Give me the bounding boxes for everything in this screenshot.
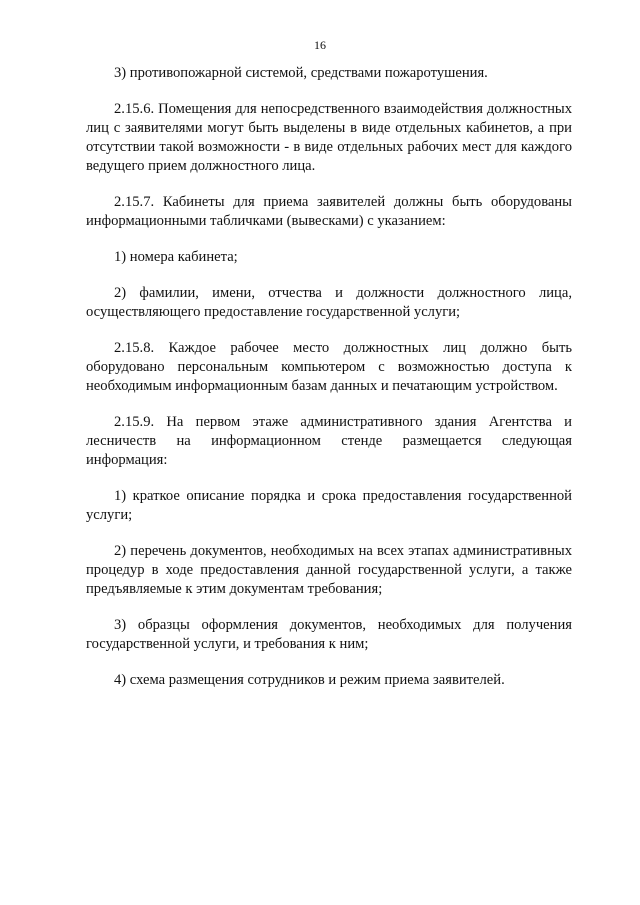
paragraph-document-samples: 3) образцы оформления документов, необходимых для получения государственной услуги, и требования к ним; (86, 617, 572, 652)
paragraph-documents-list: 2) перечень документов, необходимых на всех этапах административных процедур в ходе предоставления данной государственной услуги, а также предъявляемые к этим документам требования; (86, 543, 572, 597)
paragraph-room-number: 1) номера кабинета; (114, 249, 238, 265)
paragraph-2-15-7: 2.15.7. Кабинеты для приема заявителей должны быть оборудованы информационными табличками (вывесками) с указанием: (86, 194, 572, 229)
paragraph-2-15-6: 2.15.6. Помещения для непосредственного взаимодействия должностных лиц с заявителями могут быть выделены в виде отдельных кабинетов, а при отсутствии такой возможности - в виде отдельных рабочих мест для каждого ведущего прием должностного лица. (86, 101, 572, 174)
paragraph-staff-schedule: 4) схема размещения сотрудников и режим приема заявителей. (114, 672, 505, 688)
document-body (86, 64, 572, 707)
paragraph-fire-safety: 3) противопожарной системой, средствами пожаротушения. (114, 65, 488, 81)
paragraph-service-description: 1) краткое описание порядка и срока предоставления государственной услуги; (86, 488, 572, 523)
paragraph-2-15-8: 2.15.8. Каждое рабочее место должностных лиц должно быть оборудовано персональным компьютером с возможностью доступа к необходимым информационным базам данных и печатающим устройством. (86, 340, 572, 394)
paragraph-2-15-9: 2.15.9. На первом этаже административного здания Агентства и лесничеств на информационном стенде размещается следующая информация: (86, 414, 572, 468)
page-number: 16 (314, 38, 326, 52)
paragraph-official-name: 2) фамилии, имени, отчества и должности должностного лица, осуществляющего предоставление государственной услуги; (86, 285, 572, 320)
